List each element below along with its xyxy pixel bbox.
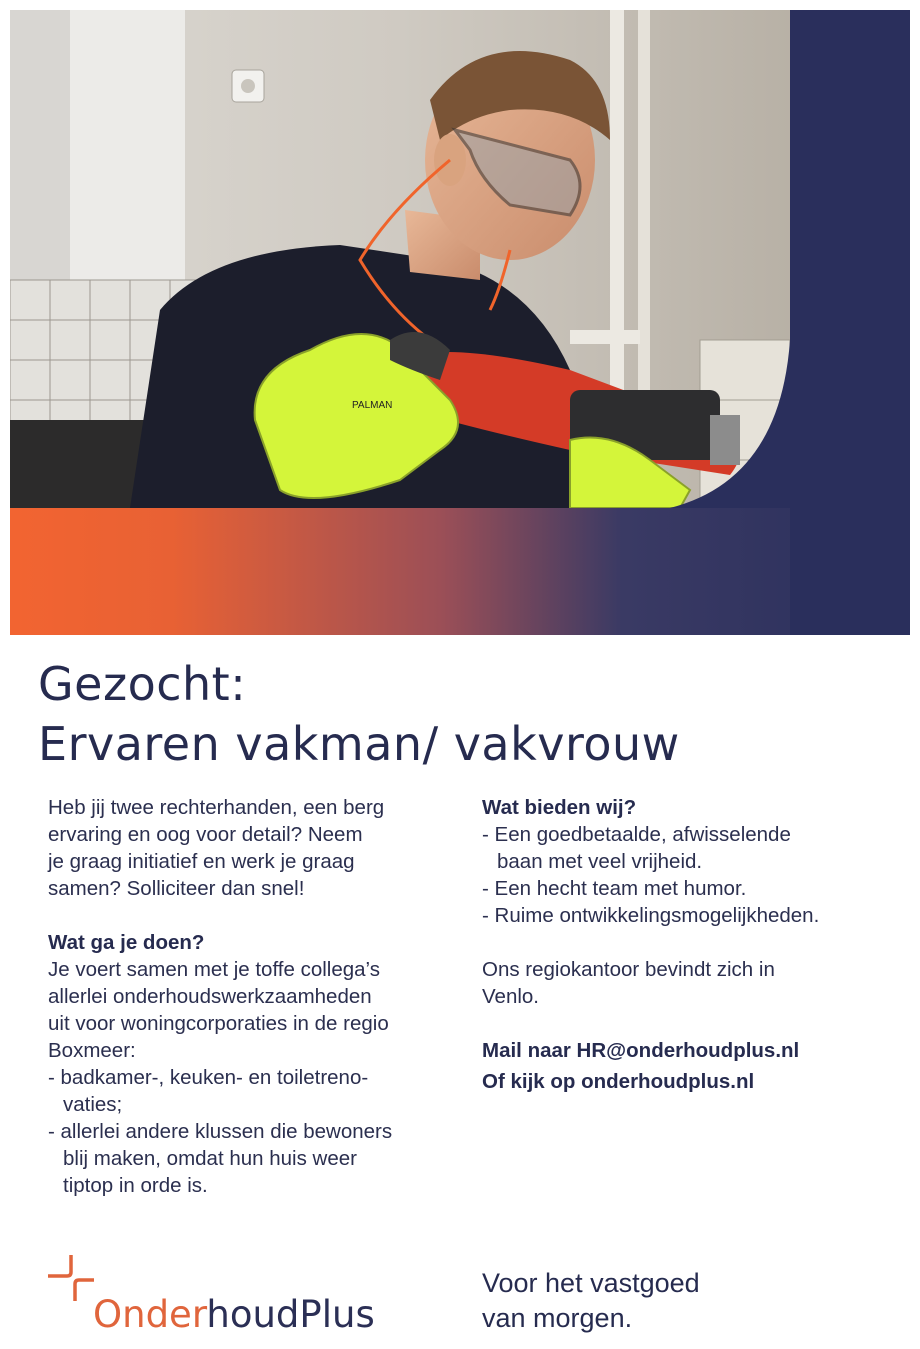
headline-line1: Gezocht:	[38, 657, 247, 711]
tasks-line: Je voert samen met je toffe collega’s	[48, 958, 380, 981]
tagline	[482, 1266, 700, 1336]
tasks-bullet-cont: vaties;	[63, 1093, 123, 1116]
contact-mail[interactable]: Mail naar HR@onderhoudplus.nl	[482, 1039, 800, 1062]
page-title	[38, 654, 680, 774]
left-column	[48, 794, 448, 1199]
offer-heading: Wat bieden wij?	[482, 796, 637, 819]
intro-line: je graag initiatief en werk je graag	[48, 850, 355, 873]
tasks-bullet-cont: tiptop in orde is.	[63, 1174, 208, 1197]
intro-line: samen? Solliciteer dan snel!	[48, 877, 305, 900]
tasks-line: Boxmeer:	[48, 1039, 136, 1062]
logo-part1: Onder	[93, 1293, 207, 1336]
intro-line: Heb jij twee rechterhanden, een berg	[48, 796, 385, 819]
onderhoudplus-logo	[48, 1255, 408, 1340]
offer-bullet: - Ruime ontwikkelingsmogelijkheden.	[482, 904, 820, 927]
decorative-arc	[10, 10, 910, 635]
tagline-line1: Voor het vastgoed	[482, 1268, 700, 1298]
tasks-line: allerlei onderhoudswerkzaamheden	[48, 985, 372, 1008]
tasks-bullet: - allerlei andere klussen die bewoners	[48, 1120, 393, 1143]
headline-line2: Ervaren vakman/ vakvrouw	[38, 717, 680, 771]
logo-wordmark	[93, 1293, 375, 1337]
glove-text: PALMAN	[352, 400, 393, 411]
offer-bullet: - Een goedbetaalde, afwisselende	[482, 823, 791, 846]
logo-part2: houdPlus	[206, 1293, 375, 1336]
intro-line: ervaring en oog voor detail? Neem	[48, 823, 363, 846]
offer-bullet-cont: baan met veel vrijheid.	[497, 850, 703, 873]
tasks-bullet: - badkamer-, keuken- en toiletreno-	[48, 1066, 369, 1089]
plus-cross-logo-icon	[48, 1255, 98, 1305]
office-line: Ons regiokantoor bevindt zich in	[482, 958, 775, 981]
office-line: Venlo.	[482, 985, 539, 1008]
tasks-bullet-cont: blij maken, omdat hun huis weer	[63, 1147, 357, 1170]
right-column	[482, 794, 892, 1095]
tasks-heading: Wat ga je doen?	[48, 931, 205, 954]
tasks-line: uit voor woningcorporaties in de regio	[48, 1012, 389, 1035]
hero-banner	[10, 10, 910, 635]
tagline-line2: van morgen.	[482, 1303, 633, 1333]
contact-web[interactable]: Of kijk op onderhoudplus.nl	[482, 1070, 755, 1093]
offer-bullet: - Een hecht team met humor.	[482, 877, 747, 900]
